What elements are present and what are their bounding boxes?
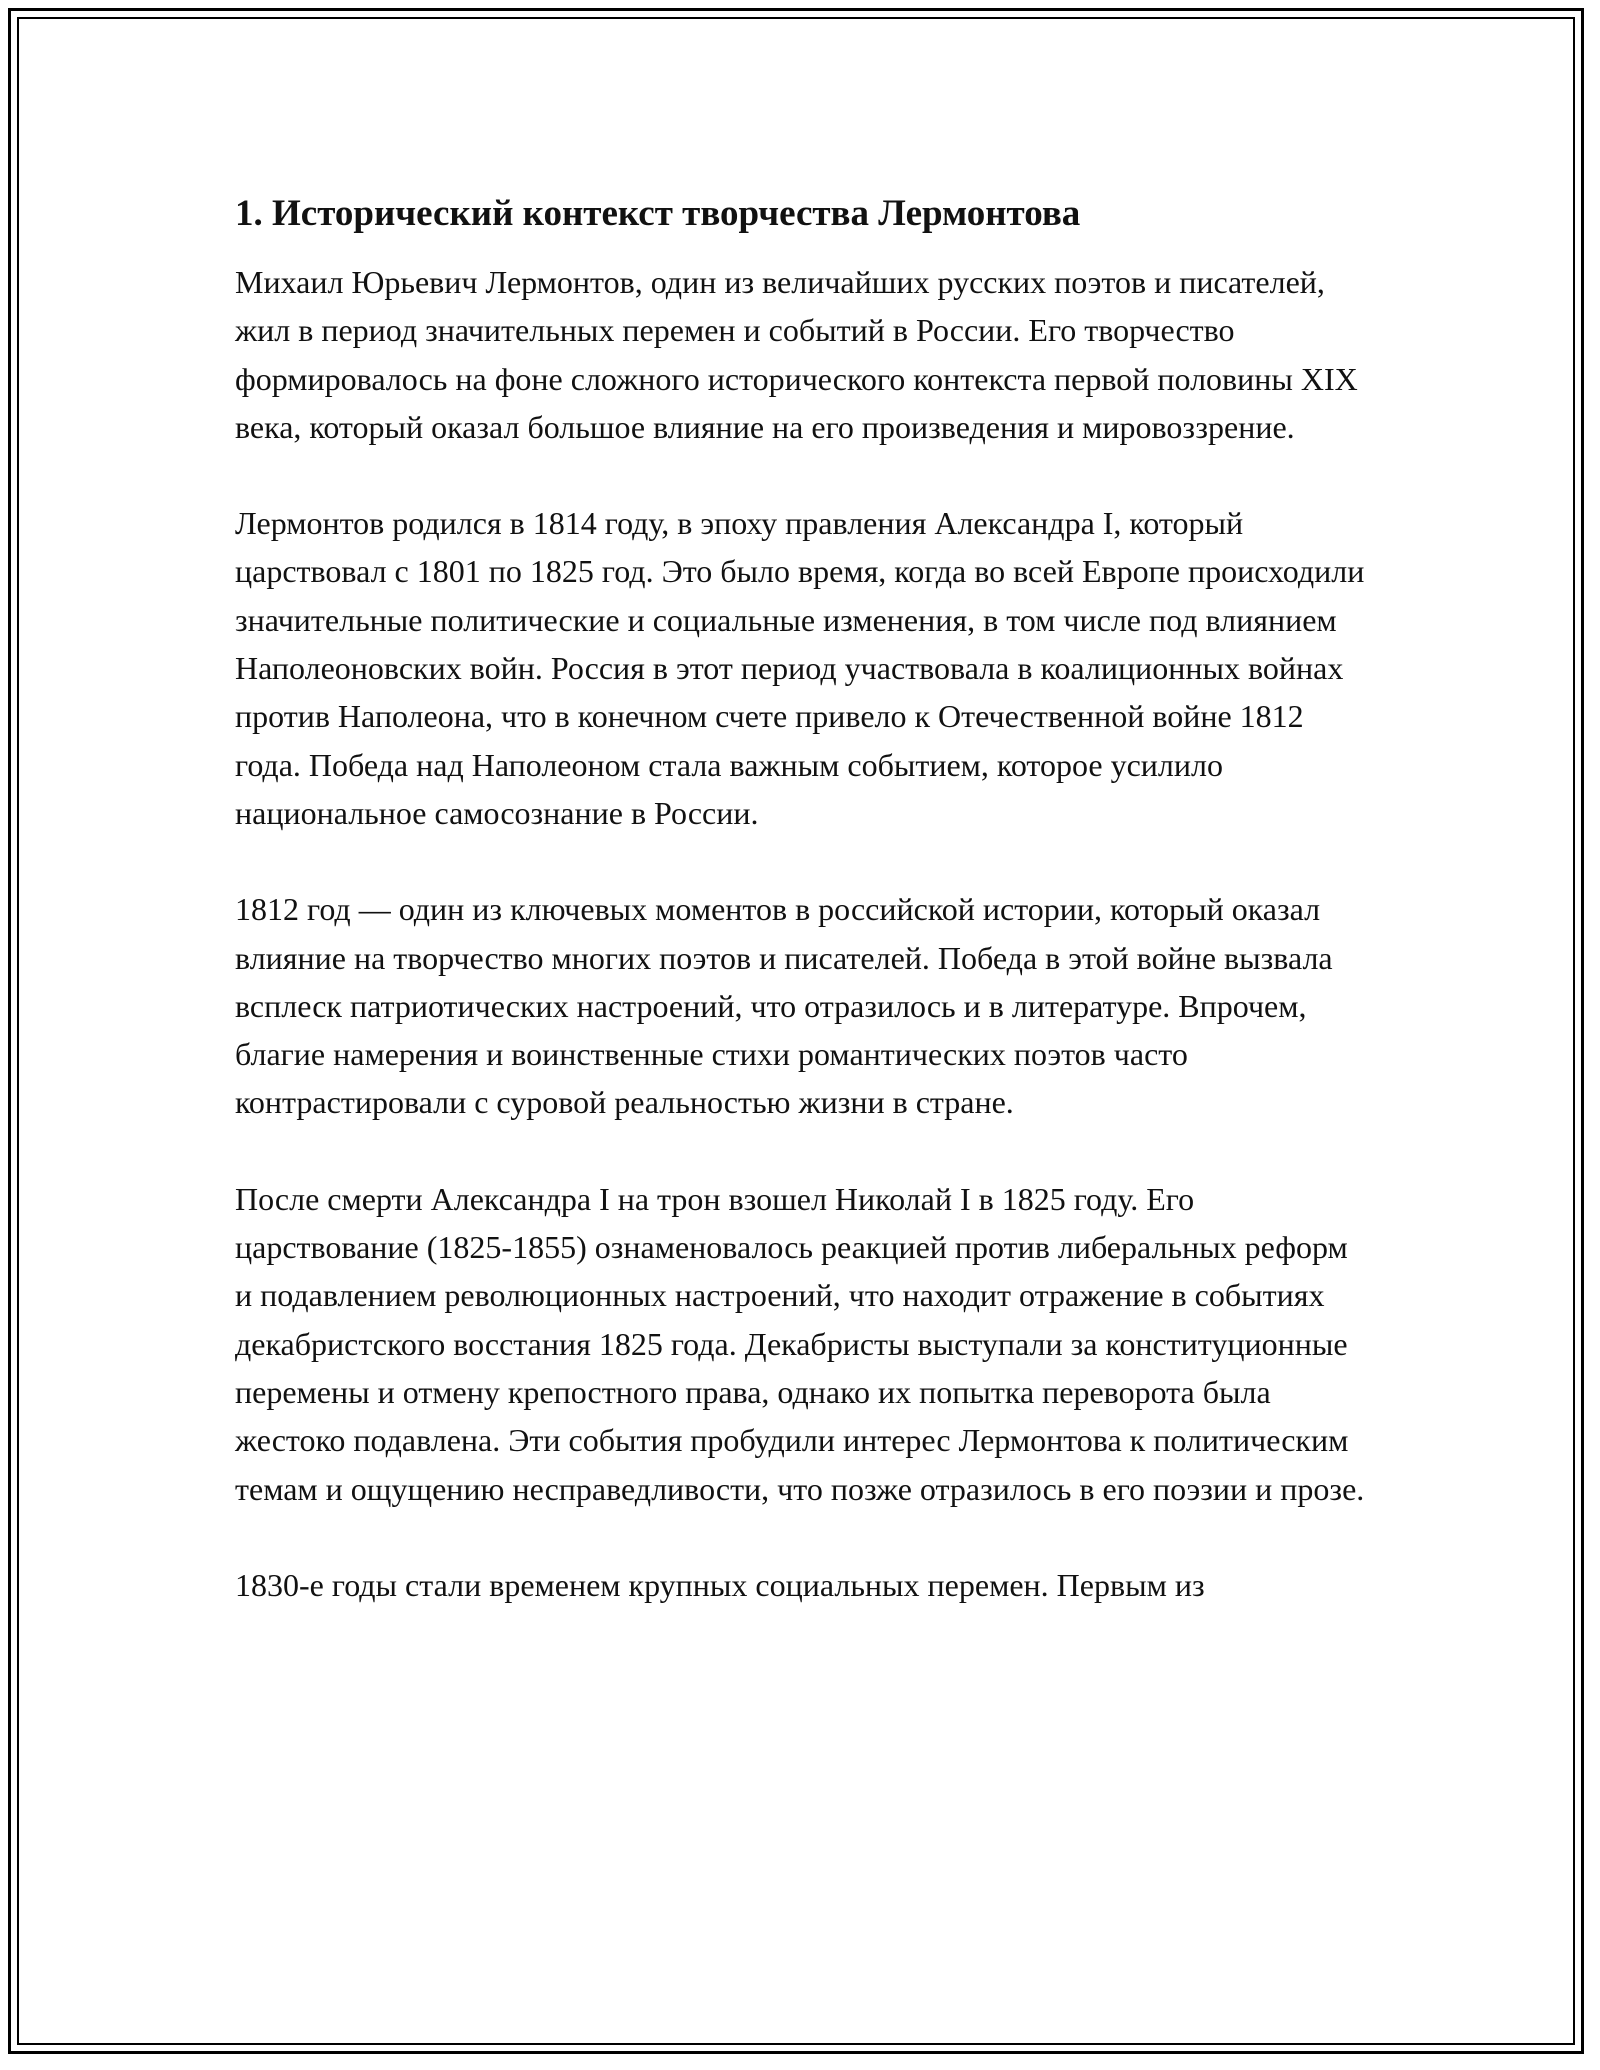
paragraph-5: 1830-е годы стали временем крупных социальных перемен. Первым из [235, 1566, 1205, 1603]
paragraph-2: Лермонтов родился в 1814 году, в эпоху правления Александра I, который царствовал с 1801 по 1825 год. Это было время, когда во всей Европе происходили значительные политические и социальные изменения, в том числе под влиянием Наполеоновских войн. Россия в этот период участвовала в коалиционных войнах против Наполеона, что в конечном счете привело к Отечественной войне 1812 года. Победа над Наполеоном стала важным событием, которое усилило национальное самосознание в России. [235, 505, 1365, 831]
paragraph-1: Михаил Юрьевич Лермонтов, один из величайших русских поэтов и писателей, жил в период значительных перемен и событий в России. Его творчество формировалось на фоне сложного исторического контекста первой половины XIX века, который оказал большое влияние на его произведения и мировоззрение. [235, 264, 1358, 445]
document-body [235, 190, 1370, 1609]
paragraph-4: После смерти Александра I на трон взошел Николай I в 1825 году. Его царствование (1825-1855) ознаменовалось реакцией против либеральных реформ и подавлением революционных настроений, что находит отражение в событиях декабристского восстания 1825 года. Декабристы выступали за конституционные перемены и отмену крепостного права, однако их попытка переворота была жестоко подавлена. Эти события пробудили интерес Лермонтова к политическим темам и ощущению несправедливости, что позже отразилось в его поэзии и прозе. [235, 1180, 1365, 1507]
paragraph-3: 1812 год — один из ключевых моментов в российской истории, который оказал влияние на творчество многих поэтов и писателей. Победа в этой войне вызвала всплеск патриотических настроений, что отразилось и в литературе. Впрочем, благие намерения и воинственные стихи романтических поэтов часто контрастировали с суровой реальностью жизни в стране. [235, 891, 1333, 1121]
section-heading: 1. Исторический контекст творчества Лермонтова [235, 193, 1081, 234]
